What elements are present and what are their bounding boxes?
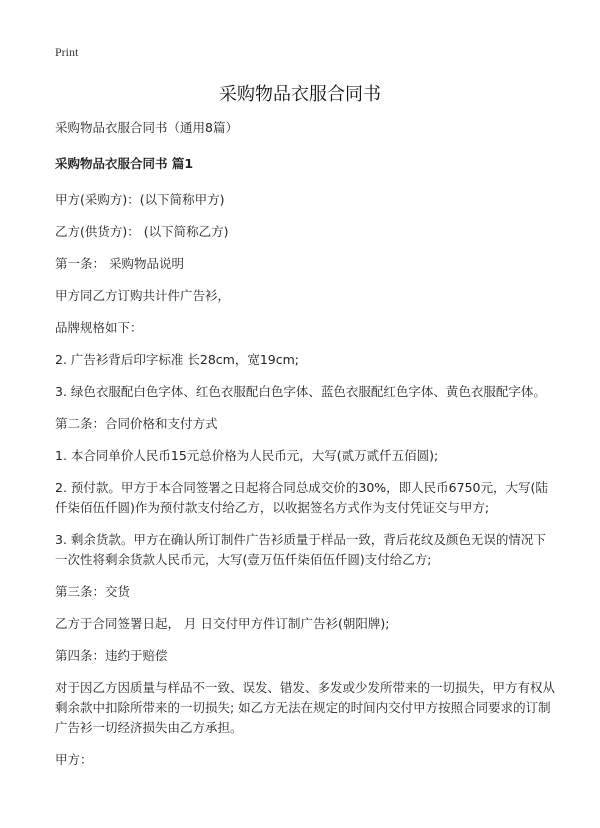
article-4-heading: 第四条：违约于赔偿: [55, 648, 168, 663]
paragraph: 品牌规格如下：: [55, 320, 143, 335]
party-a-line: 甲方(采购方)：(以下简称甲方): [55, 192, 225, 207]
article-1-heading: 第一条： 采购物品说明: [55, 256, 184, 271]
list-item: 2. 广告衫背后印字标准 长28cm，宽19cm;: [55, 352, 299, 367]
document-subtitle: 采购物品衣服合同书（通用8篇）: [55, 120, 238, 135]
document-title: 采购物品衣服合同书: [219, 84, 381, 105]
section-heading: 采购物品衣服合同书 篇1: [55, 156, 194, 171]
party-a-signature-line: 甲方：: [55, 752, 93, 767]
list-item: 3. 绿色衣服配白色字体、红色衣服配白色字体、蓝色衣服配红色字体、黄色衣服配字体。: [55, 384, 546, 399]
list-item: 1. 本合同单价人民币15元总价格为人民币元，大写(贰万贰仟五佰圆);: [55, 448, 439, 463]
list-item: 3. 剩余货款。甲方在确认所订制件广告衫质量于样品一致，背后花纹及颜色无误的情况下一次性将剩余货款人民币元，大写(壹万伍仟柒佰伍仟圆)支付给乙方;: [55, 532, 546, 567]
print-link[interactable]: Print: [55, 45, 79, 59]
party-b-line: 乙方(供货方)： (以下简称乙方): [55, 224, 229, 239]
paragraph: 对于因乙方因质量与样品不一致、误发、错发、多发或少发所带来的一切损失，甲方有权从剩余款中扣除所带来的一切损失; 如乙方无法在规定的时间内交付甲方按照合同要求的订制广告衫一切经济损失由乙方承担。: [55, 680, 556, 735]
article-3-heading: 第三条：交货: [55, 584, 131, 599]
document-body: [55, 118, 555, 782]
paragraph: 乙方于合同签署日起， 月 日交付甲方件订制广告衫(朝阳牌);: [55, 616, 390, 631]
paragraph: 甲方同乙方订购共计件广告衫，: [55, 288, 231, 303]
article-2-heading: 第二条：合同价格和支付方式: [55, 416, 218, 431]
list-item: 2. 预付款。甲方于本合同签署之日起将合同总成交价的30%，即人民币6750元，大写(陆仟柒佰伍仟圆)作为预付款支付给乙方，以收据签名方式作为支付凭证交与甲方;: [55, 480, 548, 515]
